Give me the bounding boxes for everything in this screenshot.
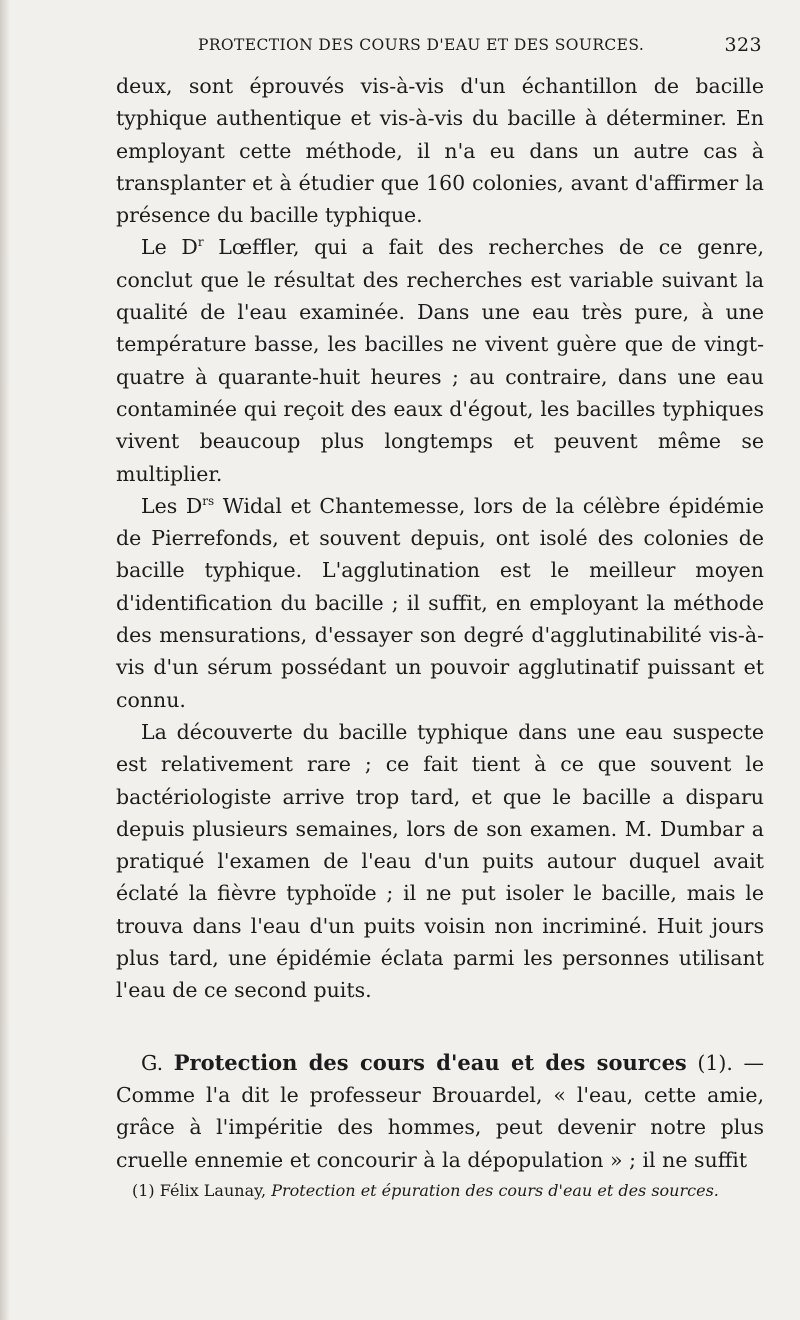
section-title: Protection des cours d'eau et des sources — [173, 1049, 687, 1075]
section-letter: G. — [141, 1050, 164, 1075]
page-number: 323 — [724, 34, 762, 56]
paragraph-4: La découverte du bacille typhique dans une eau suspecte est relativement rare ; ce fait tient à ce que souvent le bactériologiste arrive trop tard, et que le bacille a disparu depuis plusieurs semaines, lors de son examen. M. Dumbar a pratiqué l'examen de l'eau d'un puits autour duquel avait éclaté la fièvre typhoïde ; il ne put isoler le bacille, mais le trouva dans l'eau d'un puits voisin non incriminé. Huit jours plus tard, une épidémie éclata parmi les personnes utilisant l'eau de ce second puits. — [116, 719, 764, 1003]
footnote-reference: (1). — [697, 1050, 733, 1075]
section-spacer — [116, 1007, 764, 1047]
paragraph-3-text: Widal et Chantemesse, lors de la célèbre épidémie de Pierrefonds, et souvent depuis, ont isolé des colonies de bacille typhique. L'agglutination est le meilleur moyen d'identification du bacille ; il suffit, en employant la méthode des mensurations, d'essayer son degré d'agglutinabilité vis-à-vis d'un sérum possédant un pouvoir agglutinatif puissant et connu. — [116, 493, 765, 712]
paragraph-2-text: Lœffler, qui a fait des recherches de ce genre, conclut que le résultat des recherches est variable suivant la qualité de l'eau examinée. Dans une eau très pure, à une température basse, les bacilles ne vivent guère que de vingt-quatre à quarante-huit heures ; au contraire, dans une eau contaminée qui reçoit des eaux d'égout, les bacilles typhiques vivent beaucoup plus longtemps et peuvent même se multiplier. — [116, 235, 764, 486]
page-header — [198, 34, 762, 58]
paragraph-2-lead: Le D — [141, 235, 198, 260]
paragraph-3-superscript: rs — [202, 494, 215, 509]
paragraph-3-lead: Les D — [141, 493, 203, 518]
page-spine-shadow — [0, 0, 10, 1320]
running-title: PROTECTION DES COURS D'EAU ET DES SOURCES. — [198, 36, 645, 54]
footnote-marker: (1) — [132, 1181, 155, 1200]
body-text — [116, 70, 764, 1176]
paragraph-2-superscript: r — [197, 235, 204, 250]
footnote-title: Protection et épuration des cours d'eau et des sources. — [271, 1181, 719, 1200]
paragraph-1: deux, sont éprouvés vis-à-vis d'un échantillon de bacille typhique authentique et vis-à-vis du bacille à déterminer. En employant cette méthode, il n'a eu dans un autre cas à transplanter et à étudier que 160 colonies, avant d'affirmer la présence du bacille typhique. — [116, 74, 764, 228]
section-g — [116, 1047, 764, 1176]
footnote — [116, 1180, 764, 1202]
paragraph-3 — [116, 490, 764, 716]
section-dash: — — [743, 1050, 764, 1075]
section-text: Comme l'a dit le professeur Brouardel, « l'eau, cette amie, grâce à l'impéritie des hommes, peut devenir notre plus cruelle ennemie et concourir à la dépopulation » ; il ne suffit — [116, 1082, 764, 1172]
paragraph-2 — [116, 231, 764, 489]
footnote-author: Félix Launay, — [159, 1181, 267, 1200]
